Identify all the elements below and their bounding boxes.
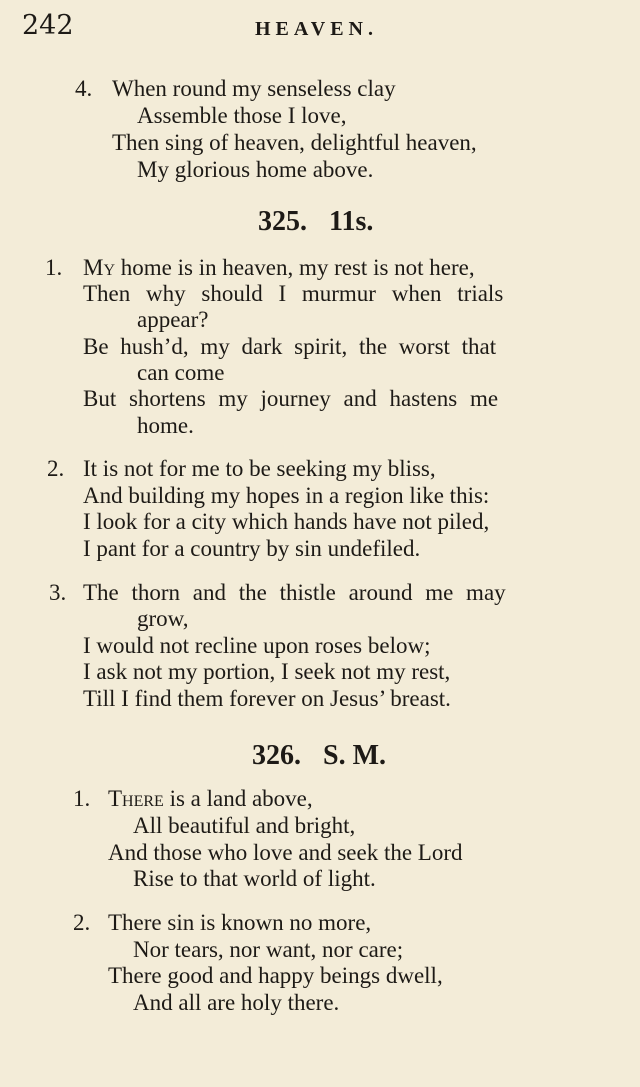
- verse-line: But shortens my journey and hastens me: [83, 386, 499, 411]
- hymn-number: 326.: [252, 740, 301, 771]
- verse-line: When round my senseless clay: [112, 76, 396, 101]
- verse-line: There sin is known no more,: [108, 910, 372, 935]
- verse-line: Be hush’d, my dark spirit, the worst that: [83, 334, 497, 359]
- verse-line: I ask not my portion, I seek not my rest,: [83, 659, 451, 684]
- hymn-325-heading: [258, 206, 373, 238]
- verse-line: Then sing of heaven, delightful heaven,: [112, 130, 477, 155]
- verse-line: The thorn and the thistle around me may: [83, 580, 506, 605]
- hymn-meter: S. M.: [323, 740, 386, 771]
- verse-line: My glorious home above.: [137, 157, 374, 182]
- verse-line: Rise to that world of light.: [133, 866, 376, 891]
- first-word: There: [108, 786, 164, 811]
- verse-line-rest: home is in heaven, my rest is not here,: [115, 255, 475, 280]
- page-number: 242: [22, 10, 74, 41]
- verse-line-rest: is a land above,: [163, 786, 313, 811]
- verse-line: And those who love and seek the Lord: [108, 840, 463, 865]
- verse-line: It is not for me to be seeking my bliss,: [83, 456, 436, 481]
- hymn-number: 325.: [258, 206, 307, 237]
- verse-line: And building my hopes in a region like this:: [83, 483, 490, 508]
- verse-line: I look for a city which hands have not piled,: [83, 509, 490, 534]
- verse-line: All beautiful and bright,: [133, 813, 356, 838]
- stanza-number: 1.: [45, 255, 63, 280]
- stanza-number: 2.: [47, 456, 65, 481]
- verse-line: [83, 255, 475, 281]
- verse-line: grow,: [137, 606, 189, 631]
- verse-line: [108, 786, 313, 812]
- verse-line: Assemble those I love,: [137, 103, 347, 128]
- verse-line: Nor tears, nor want, nor care;: [133, 937, 404, 962]
- verse-line: home.: [137, 413, 194, 438]
- verse-line: Till I find them forever on Jesus’ breast.: [83, 686, 451, 711]
- page-header: [0, 8, 640, 44]
- stanza-number: 4.: [75, 76, 93, 101]
- verse-line: Then why should I murmur when trials: [83, 281, 504, 306]
- stanza-number: 2.: [73, 910, 91, 935]
- hymn-326-heading: [252, 740, 386, 772]
- verse-line: can come: [137, 360, 225, 385]
- first-word: My: [83, 255, 116, 280]
- stanza-number: 3.: [49, 580, 67, 605]
- verse-line: I pant for a country by sin undefiled.: [83, 536, 421, 561]
- verse-line: I would not recline upon roses below;: [83, 633, 431, 658]
- verse-line: There good and happy beings dwell,: [108, 963, 443, 988]
- stanza-number: 1.: [73, 786, 91, 811]
- verse-line: And all are holy there.: [133, 990, 340, 1015]
- hymn-meter: 11s.: [329, 206, 374, 237]
- verse-line: appear?: [137, 307, 209, 332]
- running-head: HEAVEN.: [255, 18, 378, 40]
